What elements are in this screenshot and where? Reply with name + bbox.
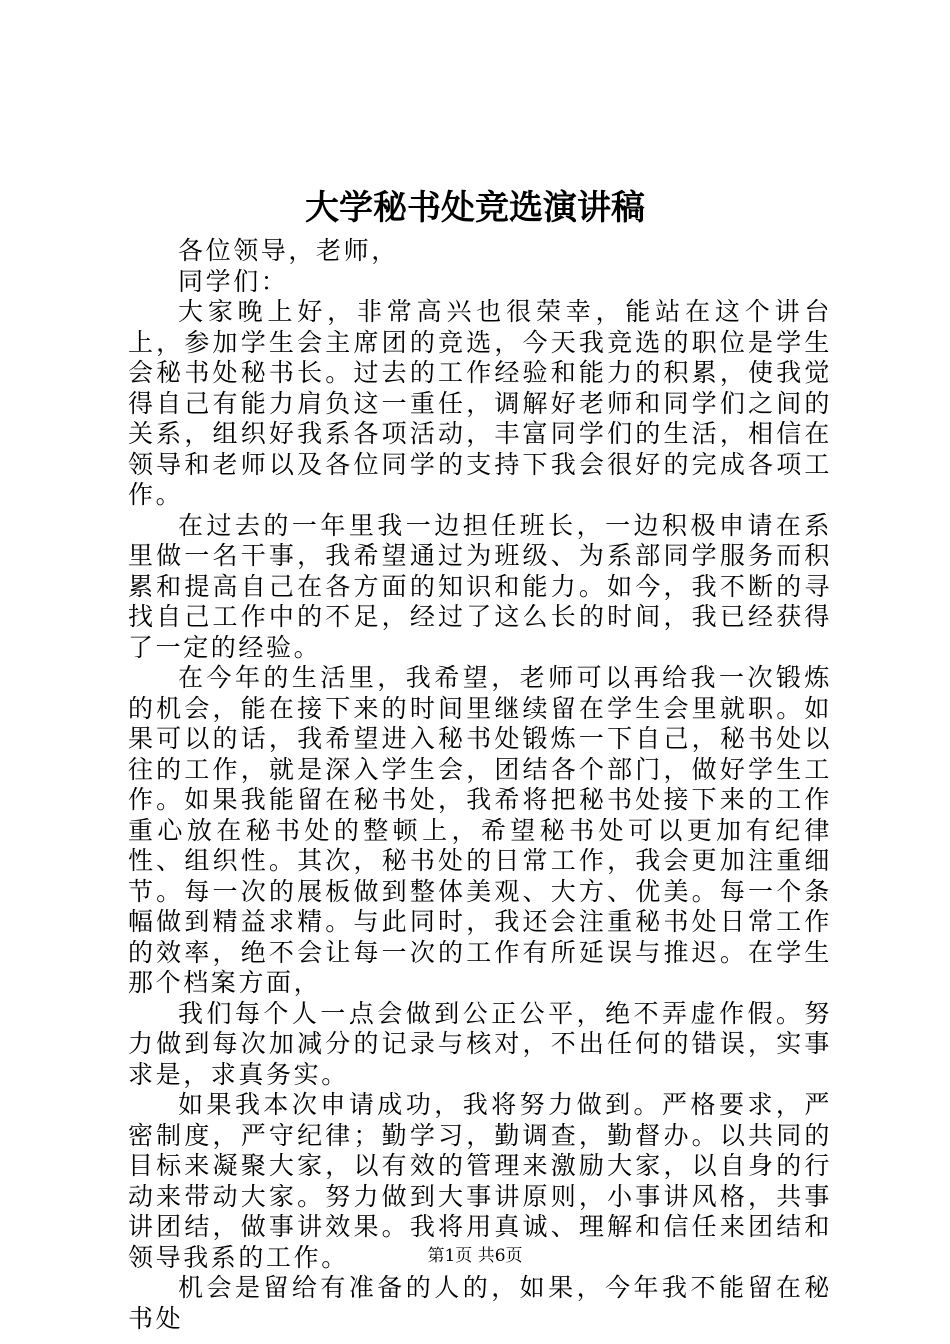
salutation-line-2: 同学们： — [178, 266, 289, 296]
paragraph-3: 在今年的生活里，我希望，老师可以再给我一次锻炼的机会，能在接下来的时间里继续留在学生会里就职。如果可以的话，我希望进入秘书处锻炼一下自己，秘书处以往的工作，就是深入学生会，团结各个部门，做好学生工作。如果我能留在秘书处，我希将把秘书处接下来的工作重心放在秘书处的整顿上，希望秘书处可以更加有纪律性、组织性。其次，秘书处的日常工作，我会更加注重细节。每一次的展板做到整体美观、大方、优美。每一个条幅做到精益求精。与此同时，我还会注重秘书处日常工作的效率，绝不会让每一次的工作有所延误与推迟。在学生那个档案方面， — [128, 663, 832, 997]
paragraph-2: 在过去的一年里我一边担任班长，一边积极申请在系里做一名干事，我希望通过为班级、为系部同学服务而积累和提高自己在各方面的知识和能力。如今，我不断的寻找自己工作中的不足，经过了这么长的时间，我已经获得了一定的经验。 — [128, 510, 832, 662]
document-body — [128, 236, 832, 1334]
paragraph-6: 机会是留给有准备的人的，如果，今年我不能留在秘书处 — [128, 1273, 832, 1333]
paragraph-4: 我们每个人一点会做到公正公平，绝不弄虚作假。努力做到每次加减分的记录与核对，不出任何的错误，实事求是，求真务实。 — [128, 998, 832, 1089]
document-title: 大学秘书处竞选演讲稿 — [305, 188, 645, 228]
paragraph-5: 如果我本次申请成功，我将努力做到。严格要求，严密制度，严守纪律；勤学习，勤调查，勤督办。以共同的目标来凝聚大家，以有效的管理来激励大家，以自身的行动来带动大家。努力做到大事讲原则，小事讲风格，共事讲团结，做事讲效果。我将用真诚、理解和信任来团结和领导我系的工作。 — [128, 1090, 832, 1272]
page-footer: 第1页 共6页 — [427, 1246, 523, 1266]
paragraph-1: 大家晚上好，非常高兴也很荣幸，能站在这个讲台上，参加学生会主席团的竞选，今天我竞选的职位是学生会秘书处秘书长。过去的工作经验和能力的积累，使我觉得自己有能力肩负这一重任，调解好老师和同学们之间的关系，组织好我系各项活动，丰富同学们的生活，相信在领导和老师以及各位同学的支持下我会很好的完成各项工作。 — [128, 297, 832, 509]
salutation-line-1: 各位领导，老师， — [178, 236, 399, 265]
